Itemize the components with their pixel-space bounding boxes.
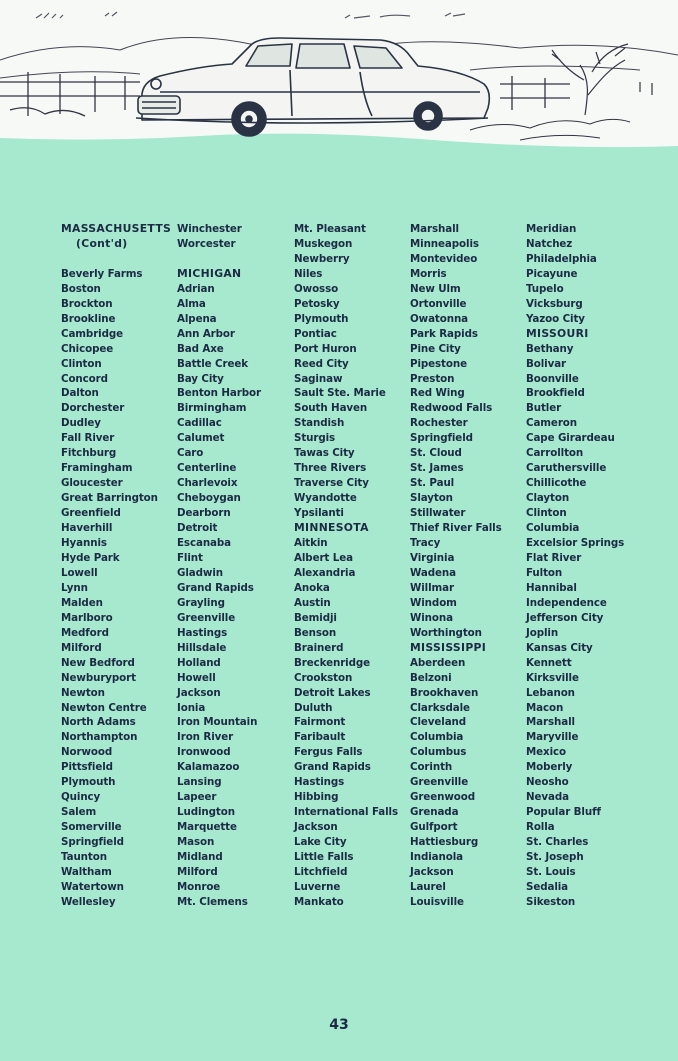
city-list-item: Newton <box>61 686 105 699</box>
state-heading: MASSACHUSETTS <box>61 222 172 235</box>
city-list-item: Maryville <box>526 731 579 744</box>
city-list-item: Cleveland <box>410 716 467 729</box>
city-list-item: Grand Rapids <box>294 761 371 774</box>
city-list-item: Northampton <box>61 731 138 744</box>
city-list-item: Plymouth <box>294 312 349 325</box>
city-list-item: Alpena <box>177 312 217 325</box>
city-list-item: Niles <box>294 267 323 280</box>
city-list-item: Grayling <box>177 596 225 609</box>
city-list-item: Newburyport <box>61 671 136 684</box>
city-list-item: Wyandotte <box>294 492 357 505</box>
city-list-item: Ironwood <box>177 746 231 759</box>
city-list-item: St. Louis <box>526 865 576 878</box>
city-list-item: Cape Girardeau <box>526 432 615 445</box>
city-list-item: Louisville <box>410 895 464 908</box>
city-list-item: Ypsilanti <box>294 507 344 520</box>
car-illustration-icon <box>0 0 678 158</box>
city-list-item: Cameron <box>526 417 578 430</box>
city-list-item: Jackson <box>410 865 454 878</box>
city-list-item: Tupelo <box>526 282 564 295</box>
city-list-item: Litchfield <box>294 865 348 878</box>
city-list-item: Dudley <box>61 417 101 430</box>
city-list-item: Howell <box>177 671 216 684</box>
city-list-item: Boonville <box>526 372 579 385</box>
city-list-item: Ortonville <box>410 297 467 310</box>
city-list-item: Norwood <box>61 746 113 759</box>
city-list-item: Centerline <box>177 462 237 475</box>
state-heading: MISSISSIPPI <box>410 640 487 654</box>
city-list-item: Albert Lea <box>294 551 353 564</box>
city-list-item: Fairmont <box>294 716 346 729</box>
city-list-item: Slayton <box>410 492 453 505</box>
city-list-item: Hattiesburg <box>410 836 479 849</box>
city-list-item: Reed City <box>294 357 349 370</box>
city-list-item: Hastings <box>177 626 228 639</box>
city-list-item: Bay City <box>177 372 224 385</box>
city-list-item: Sikeston <box>526 895 576 908</box>
city-list-item: Malden <box>61 596 103 609</box>
city-list-item: St. Paul <box>410 477 455 490</box>
city-list-item: Monroe <box>177 880 221 893</box>
city-list-item: Worcester <box>177 237 236 250</box>
city-list-item: Detroit <box>177 522 218 535</box>
city-list-item: Philadelphia <box>526 252 597 265</box>
city-list-item: Hibbing <box>294 791 339 804</box>
city-list-item: Belzoni <box>410 671 452 684</box>
city-list-item: Sturgis <box>294 432 336 445</box>
city-list-item: Watertown <box>61 880 124 893</box>
city-list-item: Holland <box>177 656 221 669</box>
city-list-item: Hyde Park <box>61 551 120 564</box>
city-list-item: Bethany <box>526 342 574 355</box>
city-list-item: Great Barrington <box>61 492 158 505</box>
city-list-item: Clarksdale <box>410 701 470 714</box>
city-list-item: Fergus Falls <box>294 746 363 759</box>
city-list-item: Salem <box>61 806 97 819</box>
city-list-item: Aitkin <box>294 537 328 550</box>
city-list-item: Greenwood <box>410 791 475 804</box>
city-list-item: Traverse City <box>294 477 369 490</box>
city-list-item: Red Wing <box>410 387 465 400</box>
city-list-item: Boston <box>61 282 101 295</box>
city-list-item: Owosso <box>294 282 339 295</box>
city-list-item: Pittsfield <box>61 761 113 774</box>
city-list-item: Dearborn <box>177 507 231 520</box>
city-list-item: Lebanon <box>526 686 575 699</box>
city-list-item: Columbia <box>526 522 580 535</box>
city-list-item: Jackson <box>177 686 221 699</box>
city-list-item: International Falls <box>294 806 399 819</box>
city-list-item: Clayton <box>526 492 570 505</box>
city-list-item: Haverhill <box>61 522 113 535</box>
city-list-item: Rolla <box>526 821 555 834</box>
city-list-item: Brookline <box>61 312 116 325</box>
city-list-item: Gladwin <box>177 566 223 579</box>
city-list-item: Carrollton <box>526 447 584 460</box>
city-list-item: Brookfield <box>526 387 585 400</box>
city-list-item: Lapeer <box>177 791 217 804</box>
city-list-item: Cheboygan <box>177 492 241 505</box>
city-list-item: Milford <box>61 641 102 654</box>
city-list-item: Birmingham <box>177 402 247 415</box>
city-list-item: Greenfield <box>61 507 121 520</box>
city-list-item: Clinton <box>61 357 102 370</box>
city-list-item: Ionia <box>177 701 206 714</box>
city-list-item: Sault Ste. Marie <box>294 387 386 400</box>
city-list-item: Adrian <box>177 282 215 295</box>
city-list-item: Corinth <box>410 761 453 774</box>
city-list-item: Benson <box>294 626 337 639</box>
city-list-item: Pine City <box>410 342 461 355</box>
page-number: 43 <box>329 1017 349 1033</box>
city-list-item: Battle Creek <box>177 357 248 370</box>
city-list-item: Macon <box>526 701 564 714</box>
city-list-item: Benton Harbor <box>177 387 261 400</box>
city-list-item: Yazoo City <box>526 312 585 325</box>
city-list-item: Anoka <box>294 581 330 594</box>
city-list-item: Worthington <box>410 626 482 639</box>
city-list-item: Kalamazoo <box>177 761 240 774</box>
city-list-item: Neosho <box>526 776 569 789</box>
city-list-item: Midland <box>177 851 223 864</box>
city-list-item: Cadillac <box>177 417 222 430</box>
city-list-item: Luverne <box>294 880 341 893</box>
city-list-item: Picayune <box>526 267 578 280</box>
spacer <box>177 252 261 267</box>
city-list-item: Caruthersville <box>526 462 607 475</box>
city-list-item: Bad Axe <box>177 342 224 355</box>
city-list-item: Joplin <box>526 626 559 639</box>
city-list-item: Ann Arbor <box>177 327 235 340</box>
city-list-item: Tawas City <box>294 447 355 460</box>
city-list-item: Lake City <box>294 836 347 849</box>
city-list-item: Kirksville <box>526 671 579 684</box>
city-list-item: North Adams <box>61 716 136 729</box>
city-list-item: Vicksburg <box>526 297 583 310</box>
city-list-item: Gloucester <box>61 477 123 490</box>
city-list-item: Virginia <box>410 551 455 564</box>
city-list-item: Bemidji <box>294 611 337 624</box>
spacer <box>61 252 171 267</box>
city-list-item: Columbia <box>410 731 464 744</box>
city-list-item: Faribault <box>294 731 346 744</box>
city-list-item: Alma <box>177 297 206 310</box>
city-list-item: Thief River Falls <box>410 522 502 535</box>
city-list-item: St. Charles <box>526 836 589 849</box>
city-list-item: Moberly <box>526 761 573 774</box>
city-list-item: Marlboro <box>61 611 113 624</box>
city-list-item: Chicopee <box>61 342 114 355</box>
city-list-item: Morris <box>410 267 447 280</box>
city-list-item: Meridian <box>526 223 577 235</box>
city-list-item: Independence <box>526 596 607 609</box>
city-list-item: Hyannis <box>61 537 107 550</box>
city-list-item: Ludington <box>177 806 235 819</box>
city-list-item: Port Huron <box>294 342 357 355</box>
city-list-item: Hannibal <box>526 581 577 594</box>
city-list-item: Taunton <box>61 851 107 864</box>
city-list-item: Dorchester <box>61 402 125 415</box>
city-list-item: Quincy <box>61 791 101 804</box>
city-list-item: Columbus <box>410 746 467 759</box>
city-list-item: Owatonna <box>410 312 469 325</box>
column-2 <box>177 222 261 910</box>
city-list-item: Stillwater <box>410 507 466 520</box>
city-list-item: New Bedford <box>61 656 135 669</box>
city-list-item: Windom <box>410 596 457 609</box>
city-list-item: Indianola <box>410 851 463 864</box>
city-list-item: Mt. Pleasant <box>294 223 366 235</box>
city-list-item: Kansas City <box>526 641 593 654</box>
city-list-item: St. Joseph <box>526 851 584 864</box>
city-list-item: Springfield <box>61 836 124 849</box>
city-list-item: Jackson <box>294 821 338 834</box>
city-list-item: Natchez <box>526 237 573 250</box>
city-list-item: Brookhaven <box>410 686 479 699</box>
city-list-item: Caro <box>177 447 204 460</box>
city-list-item: Rochester <box>410 417 468 430</box>
column-1 <box>61 222 171 910</box>
city-list-item: Waltham <box>61 865 112 878</box>
city-list-item: Framingham <box>61 462 133 475</box>
city-list-item: South Haven <box>294 402 368 415</box>
city-list-item: Marquette <box>177 821 237 834</box>
city-list-item: Willmar <box>410 581 455 594</box>
city-list-item: Jefferson City <box>526 611 604 624</box>
city-list-item: Fitchburg <box>61 447 117 460</box>
city-list-item: Medford <box>61 626 109 639</box>
city-list-item: Gulfport <box>410 821 458 834</box>
city-list-item: Charlevoix <box>177 477 238 490</box>
city-list-item: Park Rapids <box>410 327 478 340</box>
city-list-item: Duluth <box>294 701 333 714</box>
city-list-item: St. Cloud <box>410 447 462 460</box>
city-list-item: Grand Rapids <box>177 581 254 594</box>
city-list-item: Mankato <box>294 895 344 908</box>
city-list-item: Marshall <box>410 223 459 235</box>
state-heading-suffix: (Cont'd) <box>76 236 128 250</box>
city-list-item: Popular Bluff <box>526 806 601 819</box>
city-list-item: Winona <box>410 611 453 624</box>
city-list-item: Springfield <box>410 432 473 445</box>
city-list-item: Milford <box>177 865 218 878</box>
city-list-item: Laurel <box>410 880 446 893</box>
city-list-item: Mexico <box>526 746 566 759</box>
city-list-item: Petosky <box>294 297 340 310</box>
city-list-item: Cambridge <box>61 327 124 340</box>
city-list-item: Alexandria <box>294 566 356 579</box>
city-list-item: Newberry <box>294 252 350 265</box>
city-list-item: Austin <box>294 596 331 609</box>
city-list-item: Redwood Falls <box>410 402 493 415</box>
city-list-item: Fulton <box>526 566 563 579</box>
city-list-item: Calumet <box>177 432 225 445</box>
city-list-item: Dalton <box>61 387 99 400</box>
city-list-item: Three Rivers <box>294 462 367 475</box>
city-list-item: Standish <box>294 417 345 430</box>
city-list-item: Mt. Clemens <box>177 895 248 908</box>
column-5 <box>526 222 624 910</box>
city-list-item: Detroit Lakes <box>294 686 371 699</box>
city-list-item: Escanaba <box>177 537 232 550</box>
city-list-item: Wadena <box>410 566 456 579</box>
city-list-item: Beverly Farms <box>61 267 143 280</box>
city-list-item: Wellesley <box>61 895 116 908</box>
city-list-item: Chillicothe <box>526 477 587 490</box>
city-list-item: Saginaw <box>294 372 343 385</box>
city-list-item: Winchester <box>177 223 242 235</box>
city-list-item: Grenada <box>410 806 459 819</box>
city-list-item: Muskegon <box>294 237 353 250</box>
city-list-item: Concord <box>61 372 108 385</box>
city-list-item: Kennett <box>526 656 572 669</box>
city-list-item: St. James <box>410 462 464 475</box>
city-list-item: Brainerd <box>294 641 344 654</box>
city-list-item: Butler <box>526 402 562 415</box>
city-list-item: Hillsdale <box>177 641 227 654</box>
city-list-item: Excelsior Springs <box>526 537 625 550</box>
city-list-item: Greenville <box>410 776 469 789</box>
city-list-item: Flint <box>177 551 203 564</box>
city-list-item: Little Falls <box>294 851 354 864</box>
city-list-item: Nevada <box>526 791 569 804</box>
city-list-item: Preston <box>410 372 455 385</box>
column-3 <box>294 222 398 910</box>
city-list-item: Breckenridge <box>294 656 371 669</box>
city-list-item: Pontiac <box>294 327 337 340</box>
city-list-item: Marshall <box>526 716 575 729</box>
city-list-item: Plymouth <box>61 776 116 789</box>
city-list-item: Flat River <box>526 551 582 564</box>
city-list-item: Brockton <box>61 297 113 310</box>
city-list-item: Hastings <box>294 776 345 789</box>
city-list-item: New Ulm <box>410 282 461 295</box>
city-list-item: Lowell <box>61 566 98 579</box>
city-list-item: Crookston <box>294 671 353 684</box>
city-list-item: Pipestone <box>410 357 467 370</box>
city-list-item: Tracy <box>410 537 441 550</box>
city-list-item: Lansing <box>177 776 222 789</box>
state-heading: MISSOURI <box>526 326 589 340</box>
column-4 <box>410 222 502 910</box>
city-list-item: Somerville <box>61 821 122 834</box>
city-list-item: Mason <box>177 836 215 849</box>
city-list-item: Bolivar <box>526 357 567 370</box>
city-list-item: Lynn <box>61 581 88 594</box>
city-list-item: Greenville <box>177 611 236 624</box>
city-list-item: Aberdeen <box>410 656 466 669</box>
city-list-item: Minneapolis <box>410 237 479 250</box>
city-list-item: Iron Mountain <box>177 716 258 729</box>
state-heading: MINNESOTA <box>294 521 369 535</box>
state-heading: MICHIGAN <box>177 266 242 280</box>
city-list-item: Fall River <box>61 432 115 445</box>
city-list-item: Sedalia <box>526 880 569 893</box>
city-list-item: Clinton <box>526 507 567 520</box>
city-list-item: Iron River <box>177 731 234 744</box>
city-list-item: Newton Centre <box>61 701 147 714</box>
city-list-item: Montevideo <box>410 252 478 265</box>
